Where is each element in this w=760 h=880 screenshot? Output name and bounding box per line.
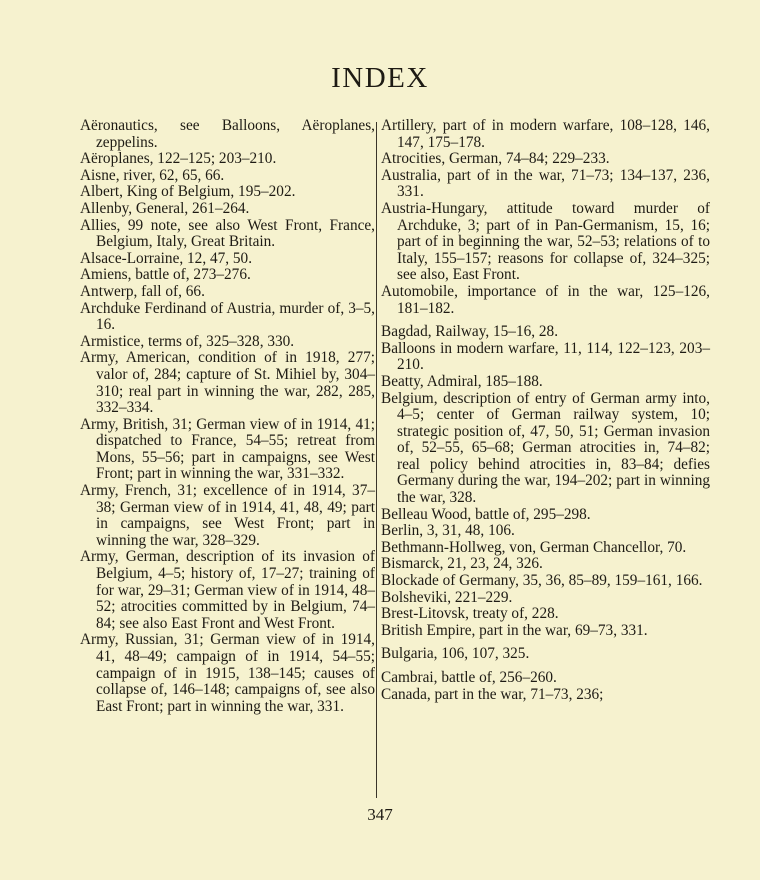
index-entry: Albert, King of Belgium, 195–202. — [80, 183, 296, 201]
column-divider — [376, 122, 377, 798]
index-entry: Brest-Litovsk, treaty of, 228. — [381, 605, 559, 623]
index-entry: Balloons in modern warfare, 11, 114, 122–123, 203–210. — [381, 339, 710, 374]
index-entry: Bismarck, 21, 23, 24, 326. — [381, 555, 543, 573]
index-entry: Australia, part of in the war, 71–73; 134–137, 236, 331. — [381, 166, 710, 201]
index-entry: Beatty, Admiral, 185–188. — [381, 372, 543, 390]
index-entry: Aëronautics, see Balloons, Aëroplanes, zeppelins. — [80, 117, 375, 151]
index-entry: British Empire, part in the war, 69–73, 331. — [381, 621, 648, 639]
index-entry: Berlin, 3, 31, 48, 106. — [381, 522, 515, 540]
index-entry: Bulgaria, 106, 107, 325. — [381, 645, 530, 663]
index-entry: Army, French, 31; excellence of in 1914, 37–38; German view of in 1914, 41, 48, 49; part in campaigns, see West Front; part in winning the war, 328–329. — [80, 482, 375, 549]
index-entry: Antwerp, fall of, 66. — [80, 282, 205, 300]
index-entry: Army, American, condition of in 1918, 277; valor of, 284; capture of St. Mihiel by, 304–310; real part in winning the war, 282, 285, 332–334. — [80, 349, 375, 417]
index-entry: Canada, part in the war, 71–73, 236; — [381, 685, 604, 703]
index-entry: Alsace-Lorraine, 12, 47, 50. — [80, 249, 253, 267]
index-entry: Bagdad, Railway, 15–16, 28. — [381, 323, 559, 341]
index-column-left — [80, 118, 375, 715]
index-entry: Belleau Wood, battle of, 295–298. — [381, 505, 591, 523]
index-column-right — [381, 118, 710, 703]
index-entry: Army, British, 31; German view of in 1914, 41; dispatched to France, 54–55; retreat from Mons, 55–56; part in campaigns, see West Front; part in winning the war, 331–332. — [80, 415, 375, 483]
index-entry: Allies, 99 note, see also West Front, France, Belgium, Italy, Great Britain. — [80, 216, 375, 251]
index-entry: Bolsheviki, 221–229. — [381, 588, 513, 606]
index-entry: Blockade of Germany, 35, 36, 85–89, 159–161, 166. — [381, 572, 703, 590]
index-entry: Belgium, description of entry of German army into, 4–5; center of German railway system, 10; strategic position of, 47, 50, 51; German invasion of, 52–55, 65–68; German atrocities in, 74–82; real policy behind atrocities in, 83–84; defies Germany during the war, 194–202; part in winning the war, 328. — [381, 389, 710, 507]
index-entry: Aisne, river, 62, 65, 66. — [80, 166, 225, 184]
index-entry: Amiens, battle of, 273–276. — [80, 266, 251, 284]
page-number: 347 — [367, 805, 393, 824]
index-entry: Allenby, General, 261–264. — [80, 199, 250, 217]
index-entry: Atrocities, German, 74–84; 229–233. — [381, 150, 610, 168]
page-title: INDEX — [331, 62, 429, 94]
index-entry: Armistice, terms of, 325–328, 330. — [80, 332, 295, 350]
index-entry: Army, Russian, 31; German view of in 1914, 41, 48–49; campaign of in 1914, 54–55; campaign of in 1915, 138–145; causes of collapse of, 146–148; campaigns of, see also East Front; part in winning the war, 331. — [80, 631, 375, 715]
index-entry: Archduke Ferdinand of Austria, murder of, 3–5, 16. — [80, 299, 375, 334]
index-entry: Cambrai, battle of, 256–260. — [381, 669, 557, 686]
index-entry: Austria-Hungary, attitude toward murder of Archduke, 3; part of in Pan-Germanism, 15, 16; part of in beginning the war, 52–53; relations of to Italy, 155–157; reasons for collapse of, 324–325; see also, East Front. — [381, 199, 710, 284]
index-entry: Aëroplanes, 122–125; 203–210. — [80, 150, 277, 168]
index-entry: Automobile, importance of in the war, 125–126, 181–182. — [381, 282, 710, 317]
index-entry: Bethmann-Hollweg, von, German Chancellor, 70. — [381, 538, 687, 556]
index-entry: Army, German, description of its invasion of Belgium, 4–5; history of, 17–27; training of for war, 29–31; German view of in 1914, 48–52; atrocities committed by in Belgium, 74–84; see also East Front and West Front. — [80, 548, 375, 632]
index-entry: Artillery, part of in modern warfare, 108–128, 146, 147, 175–178. — [381, 117, 710, 151]
